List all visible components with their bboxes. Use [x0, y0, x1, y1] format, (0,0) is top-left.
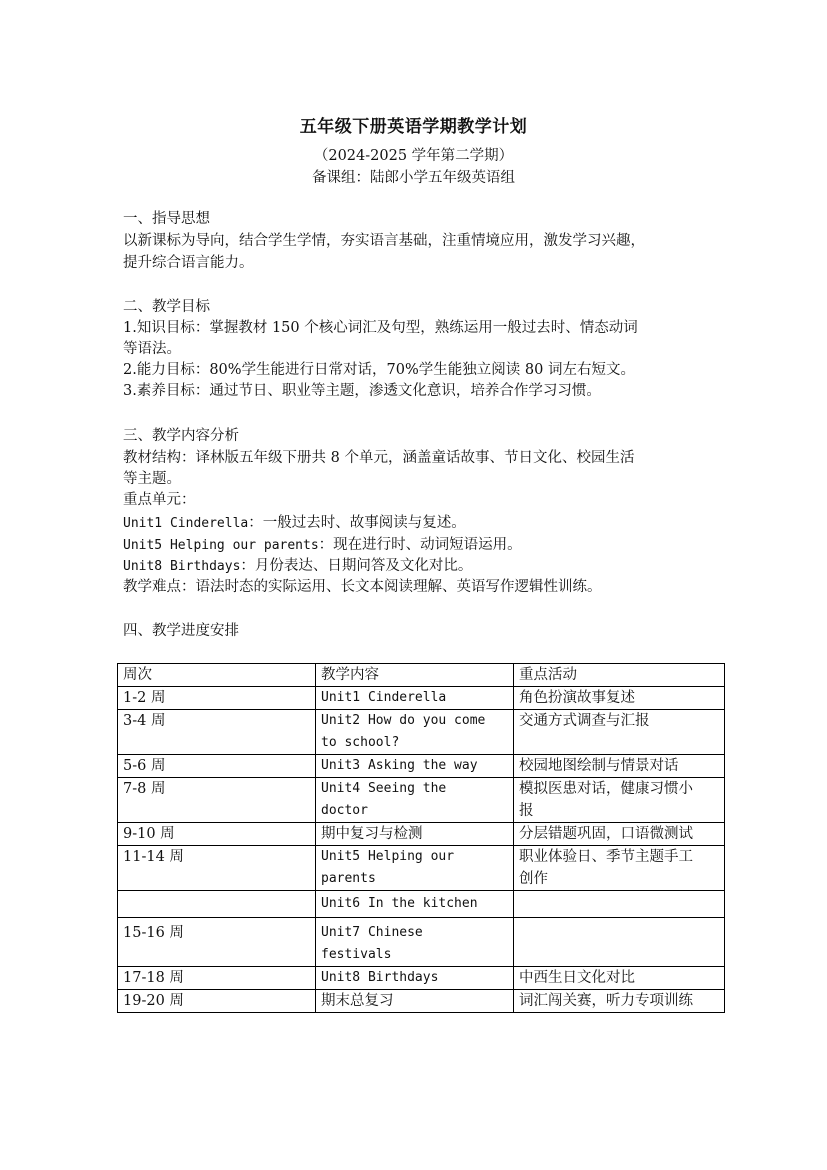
table-row	[118, 710, 725, 755]
week-cell: 3-4 周	[118, 710, 316, 755]
content-line: Unit3 Asking the way	[321, 758, 478, 773]
content-cell	[316, 967, 514, 990]
activity-cell	[514, 778, 725, 823]
week-cell	[118, 891, 316, 918]
content-cell	[316, 823, 514, 846]
table-header-row	[118, 664, 725, 687]
activity-line: 校园地图绘制与情景对话	[519, 758, 679, 774]
activity-cell	[514, 918, 725, 967]
table-row	[118, 891, 725, 918]
section1-line: 提升综合语言能力。	[123, 255, 254, 271]
content-line: Unit2 How do you come	[321, 713, 486, 728]
activity-line: 角色扮演故事复述	[519, 690, 635, 706]
activity-cell	[514, 755, 725, 778]
document-title: 五年级下册英语学期教学计划	[299, 117, 528, 137]
table-row	[118, 846, 725, 891]
week-cell: 7-8 周	[118, 778, 316, 823]
activity-line: 词汇闯关赛，听力专项训练	[519, 993, 693, 1009]
section1-heading: 一、指导思想	[123, 211, 210, 227]
content-cell	[316, 687, 514, 710]
table-row	[118, 823, 725, 846]
table-row	[118, 990, 725, 1013]
header-cell: 周次	[118, 664, 316, 687]
content-line: doctor	[321, 803, 368, 818]
table-row	[118, 687, 725, 710]
schedule-table	[117, 663, 725, 1013]
content-cell	[316, 710, 514, 755]
group-subtitle: 备课组：陆郎小学五年级英语组	[312, 170, 515, 186]
week-cell: 19-20 周	[118, 990, 316, 1013]
table-row	[118, 755, 725, 778]
activity-cell	[514, 967, 725, 990]
activity-line: 中西生日文化对比	[519, 970, 635, 986]
content-line: Unit7 Chinese	[321, 925, 423, 940]
content-cell	[316, 755, 514, 778]
unit-desc: ：现在进行时、动词短语运用。	[318, 537, 522, 553]
week-cell: 11-14 周	[118, 846, 316, 891]
table-row	[118, 918, 725, 967]
activity-cell	[514, 846, 725, 891]
activity-cell	[514, 710, 725, 755]
unit-desc: ：月份表达、日期问答及文化对比。	[240, 558, 473, 574]
section2-line: 3.素养目标：通过节日、职业等主题，渗透文化意识，培养合作学习习惯。	[123, 383, 601, 399]
section3-line: 等主题。	[123, 471, 181, 487]
key-unit-line	[123, 535, 723, 556]
section2-line: 2.能力目标：80%学生能进行日常对话，70%学生能独立阅读 80 词左右短文。	[123, 362, 635, 378]
content-line: festivals	[321, 947, 392, 962]
unit-desc: ：一般过去时、故事阅读与复述。	[248, 515, 466, 531]
unit-name: Unit1 Cinderella	[123, 516, 249, 531]
activity-line: 分层错题巩固，口语微测试	[519, 826, 693, 842]
content-line: Unit8 Birthdays	[321, 970, 439, 985]
content-cell	[316, 778, 514, 823]
week-cell: 15-16 周	[118, 918, 316, 967]
activity-cell	[514, 990, 725, 1013]
content-line: parents	[321, 871, 376, 886]
content-line: Unit4 Seeing the	[321, 781, 447, 796]
week-cell: 5-6 周	[118, 755, 316, 778]
term-subtitle: （2024-2025 学年第二学期）	[313, 148, 514, 164]
content-cell	[316, 846, 514, 891]
section1-line: 以新课标为导向，结合学生学情，夯实语言基础，注重情境应用，激发学习兴趣，	[123, 233, 645, 249]
content-line: 期末总复习	[321, 993, 394, 1009]
activity-line: 交通方式调查与汇报	[519, 713, 650, 729]
week-cell: 9-10 周	[118, 823, 316, 846]
activity-cell	[514, 823, 725, 846]
content-line: Unit6 In the kitchen	[321, 896, 478, 911]
section3-line: 教材结构：译林版五年级下册共 8 个单元，涵盖童话故事、节日文化、校园生活	[123, 450, 635, 466]
content-cell	[316, 891, 514, 918]
table-row	[118, 967, 725, 990]
difficulty-line: 教学难点：语法时态的实际运用、长文本阅读理解、英语写作逻辑性训练。	[123, 579, 602, 595]
content-line: to school?	[321, 735, 400, 750]
section2-line: 1.知识目标：掌握教材 150 个核心词汇及句型，熟练运用一般过去时、情态动词	[123, 320, 638, 336]
activity-cell	[514, 891, 725, 918]
content-cell	[316, 990, 514, 1013]
table-row	[118, 778, 725, 823]
week-cell: 1-2 周	[118, 687, 316, 710]
section3-heading: 三、教学内容分析	[123, 428, 239, 444]
header-cell: 教学内容	[316, 664, 514, 687]
section2-line: 等语法。	[123, 341, 181, 357]
activity-cell	[514, 687, 725, 710]
section4-heading: 四、教学进度安排	[123, 623, 239, 639]
activity-line: 创作	[519, 871, 548, 887]
section2-heading: 二、教学目标	[123, 299, 210, 315]
section3-line: 重点单元：	[123, 492, 196, 508]
content-line: Unit5 Helping our	[321, 849, 455, 864]
content-line: 期中复习与检测	[321, 826, 423, 842]
header-cell: 重点活动	[514, 664, 725, 687]
activity-line: 模拟医患对话，健康习惯小	[519, 781, 693, 797]
unit-name: Unit5 Helping our parents	[123, 538, 319, 553]
content-line: Unit1 Cinderella	[321, 690, 447, 705]
activity-line: 职业体验日、季节主题手工	[519, 849, 693, 865]
key-unit-line	[123, 513, 723, 534]
key-unit-line	[123, 556, 723, 577]
week-cell: 17-18 周	[118, 967, 316, 990]
activity-line: 报	[519, 803, 534, 819]
content-cell	[316, 918, 514, 967]
unit-name: Unit8 Birthdays	[123, 559, 241, 574]
